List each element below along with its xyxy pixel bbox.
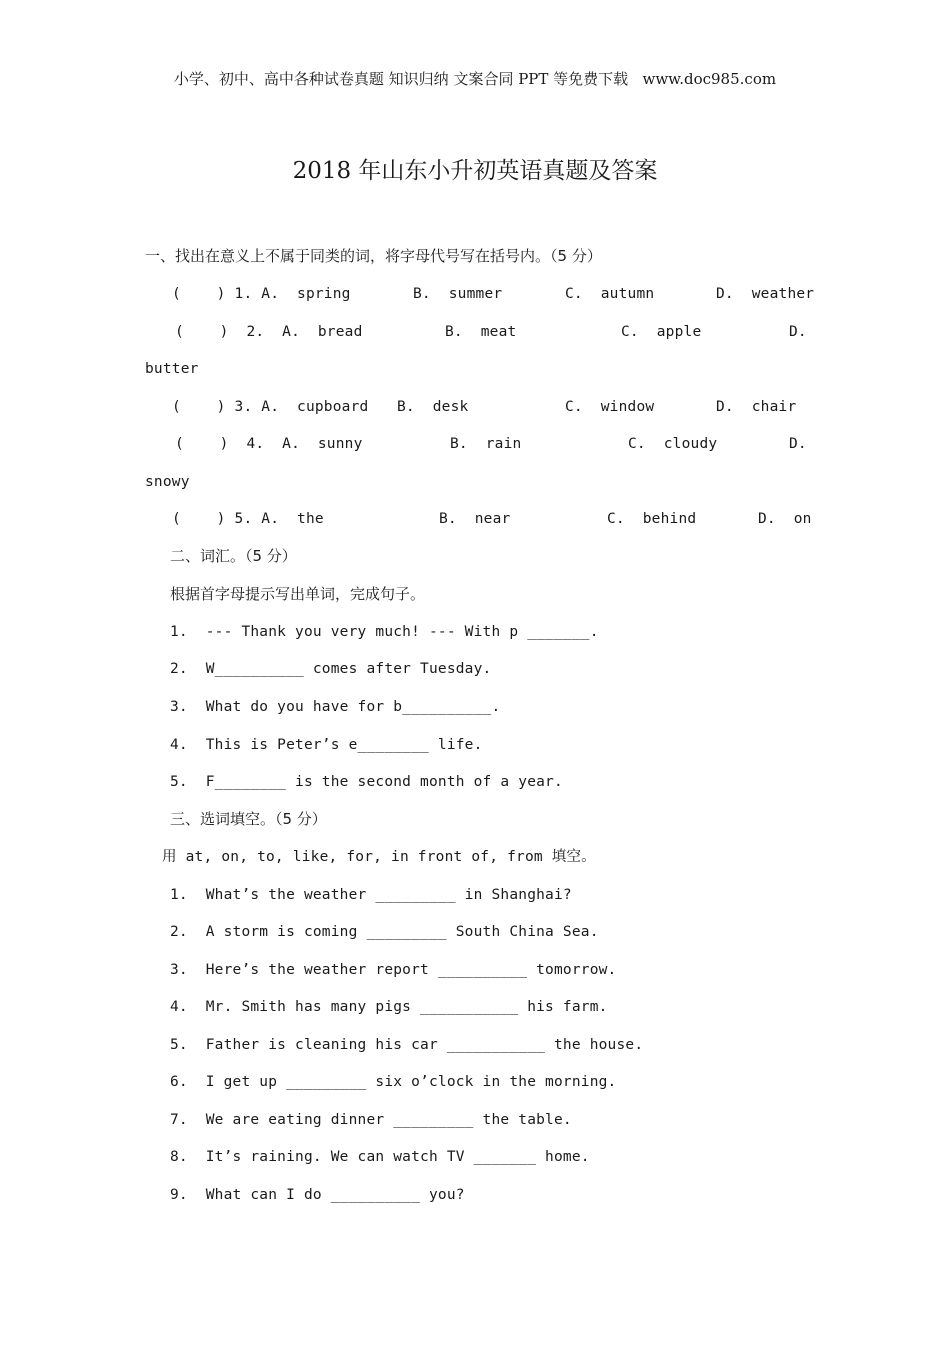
q2-option-d: D. — [789, 324, 807, 340]
q2-option-a: ( ) 2. A. bread — [175, 324, 363, 340]
q1-option-d: D. weather — [716, 286, 815, 302]
page-header: 小学、初中、高中各种试卷真题 知识归纳 文案合同 PPT 等免费下载 www.doc985.com — [173, 70, 777, 88]
q1-option-a: ( ) 1. A. spring — [172, 286, 351, 302]
section3-item: 7. We are eating dinner _________ the table. — [170, 1112, 572, 1128]
page-title: 2018 年山东小升初英语真题及答案 — [292, 158, 658, 184]
section3-item: 3. Here’s the weather report __________ tomorrow. — [170, 962, 617, 978]
q3-option-a: ( ) 3. A. cupboard — [172, 399, 369, 415]
section3-heading: 三、选词填空。（5 分） — [170, 810, 327, 828]
section2-item: 1. --- Thank you very much! --- With p _______. — [170, 624, 599, 640]
section2-item: 5. F________ is the second month of a year. — [170, 774, 563, 790]
section3-instruction: 用 at, on, to, like, for, in front of, from 填空。 — [162, 849, 596, 865]
section3-item: 2. A storm is coming _________ South China Sea. — [170, 924, 599, 940]
section2-instruction: 根据首字母提示写出单词，完成句子。 — [170, 585, 426, 603]
q1-option-b: B. summer — [413, 286, 503, 302]
q3-option-b: B. desk — [397, 399, 469, 415]
q3-option-d: D. chair — [716, 399, 797, 415]
section2-item: 4. This is Peter’s e________ life. — [170, 737, 483, 753]
q4-option-d: D. — [789, 436, 807, 452]
section1-heading: 一、找出在意义上不属于同类的词，将字母代号写在括号内。（5 分） — [145, 247, 602, 265]
q2-option-c: C. apple — [621, 324, 702, 340]
q4-option-d-wrap: snowy — [145, 474, 190, 490]
section3-item: 9. What can I do __________ you? — [170, 1187, 465, 1203]
section2-item: 3. What do you have for b__________. — [170, 699, 501, 715]
q4-option-a: ( ) 4. A. sunny — [175, 436, 363, 452]
section3-item: 4. Mr. Smith has many pigs ___________ his farm. — [170, 999, 608, 1015]
section2-item: 2. W__________ comes after Tuesday. — [170, 661, 492, 677]
q5-option-a: ( ) 5. A. the — [172, 511, 324, 527]
section3-item: 8. It’s raining. We can watch TV _______ home. — [170, 1149, 590, 1165]
q1-option-c: C. autumn — [565, 286, 655, 302]
section2-heading: 二、词汇。（5 分） — [170, 547, 297, 565]
section3-item: 6. I get up _________ six o’clock in the morning. — [170, 1074, 617, 1090]
q4-option-c: C. cloudy — [628, 436, 718, 452]
q3-option-c: C. window — [565, 399, 655, 415]
section3-item: 5. Father is cleaning his car ___________ the house. — [170, 1037, 644, 1053]
q2-option-b: B. meat — [445, 324, 517, 340]
section3-item: 1. What’s the weather _________ in Shanghai? — [170, 887, 572, 903]
q5-option-b: B. near — [439, 511, 511, 527]
q5-option-c: C. behind — [607, 511, 697, 527]
q5-option-d: D. on — [758, 511, 812, 527]
q2-option-d-wrap: butter — [145, 361, 199, 377]
q4-option-b: B. rain — [450, 436, 522, 452]
